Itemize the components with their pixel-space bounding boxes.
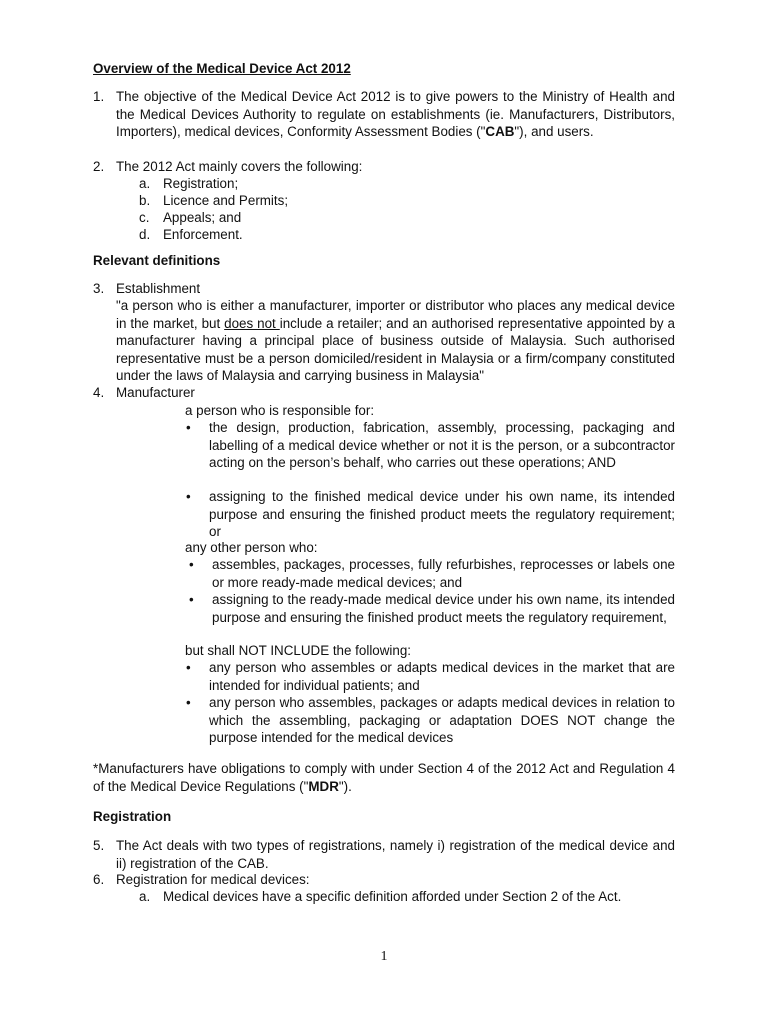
sub-letter: d. bbox=[139, 227, 151, 242]
bullet-item: assigning to the finished medical device under his own name, its intended purpose and ensuring the finished product meets the regulatory requirement; or bbox=[209, 489, 675, 539]
sub-item: Licence and Permits; bbox=[163, 193, 289, 208]
section-heading-definitions: Relevant definitions bbox=[93, 253, 221, 268]
bullet: • bbox=[186, 660, 191, 675]
item-registration-devices: Registration for medical devices: bbox=[116, 872, 310, 887]
sub-letter: a. bbox=[139, 176, 151, 191]
bullet: • bbox=[186, 489, 191, 504]
bullet-item: the design, production, fabrication, assembly, processing, packaging and labelling of a medical device whether or not it is the person, or a subcontractor acting on the person’s behalf, who carries out these operations; AND bbox=[209, 420, 675, 470]
manufacturer-exclusion-intro: but shall NOT INCLUDE the following: bbox=[185, 643, 411, 658]
sub-letter: c. bbox=[139, 210, 150, 225]
page-number: 1 bbox=[380, 949, 388, 964]
manufacturer-other-intro: any other person who: bbox=[185, 540, 318, 555]
item-coverage: The 2012 Act mainly covers the following: bbox=[116, 159, 363, 174]
sub-letter: a. bbox=[139, 889, 151, 904]
item-number: 6. bbox=[93, 872, 105, 887]
cab-term: CAB bbox=[485, 124, 515, 139]
bullet: • bbox=[189, 592, 194, 607]
document-title: Overview of the Medical Device Act 2012 bbox=[93, 61, 351, 76]
bullet-item: assigning to the ready-made medical device under his own name, its intended purpose and ensuring the finished product meets the regulatory requirement, bbox=[212, 592, 675, 625]
establishment-definition: "a person who is either a manufacturer, importer or distributor who places any medical device in the market, but does not include a retailer; and an authorised representative appointed by a manufacturer having a principal place of business outside of Malaysia. Such authorised representative must be a person domiciled/resident in Malaysia or a firm/company constituted under the laws of Malaysia and carrying business in Malaysia" bbox=[116, 298, 675, 383]
bullet: • bbox=[186, 420, 191, 435]
section-heading-registration: Registration bbox=[93, 809, 172, 824]
item-objective: The objective of the Medical Device Act 2012 is to give powers to the Ministry of Health and the Medical Devices Authority to regulate on establishments (ie. Manufacturers, Distributors, Importers), medical devices, Conformity Assessment Bodies ("CAB"), and users. bbox=[116, 89, 675, 139]
sub-letter: b. bbox=[139, 193, 151, 208]
sub-item: Enforcement. bbox=[163, 227, 243, 242]
bullet-item: any person who assembles, packages or adapts medical devices in relation to which the assembling, packaging or adaptation DOES NOT change the purpose intended for the medical devices bbox=[209, 695, 675, 745]
sub-item: Appeals; and bbox=[163, 210, 242, 225]
item-number: 3. bbox=[93, 281, 105, 296]
item-registration-types: The Act deals with two types of registrations, namely i) registration of the medical device and ii) registration of the CAB. bbox=[116, 838, 675, 871]
item-label-establishment: Establishment bbox=[116, 281, 201, 296]
bullet: • bbox=[186, 695, 191, 710]
item-number: 5. bbox=[93, 838, 105, 853]
manufacturer-intro: a person who is responsible for: bbox=[185, 403, 375, 418]
bullet: • bbox=[189, 557, 194, 572]
bullet-item: any person who assembles or adapts medical devices in the market that are intended for individual patients; and bbox=[209, 660, 675, 693]
sub-item: Registration; bbox=[163, 176, 239, 191]
mdr-term: MDR bbox=[308, 778, 339, 794]
bullet-item: assembles, packages, processes, fully refurbishes, reprocesses or labels one or more ready-made medical devices; and bbox=[212, 557, 675, 590]
item-label-manufacturer: Manufacturer bbox=[116, 385, 195, 400]
sub-item: Medical devices have a specific definition afforded under Section 2 of the Act. bbox=[163, 889, 622, 904]
manufacturer-obligations-note: *Manufacturers have obligations to comply with under Section 4 of the 2012 Act and Regulation 4 of the Medical Device Regulations ("MDR"). bbox=[93, 761, 675, 794]
item-number: 4. bbox=[93, 385, 105, 400]
item-number: 2. bbox=[93, 159, 105, 174]
item-number: 1. bbox=[93, 89, 105, 104]
